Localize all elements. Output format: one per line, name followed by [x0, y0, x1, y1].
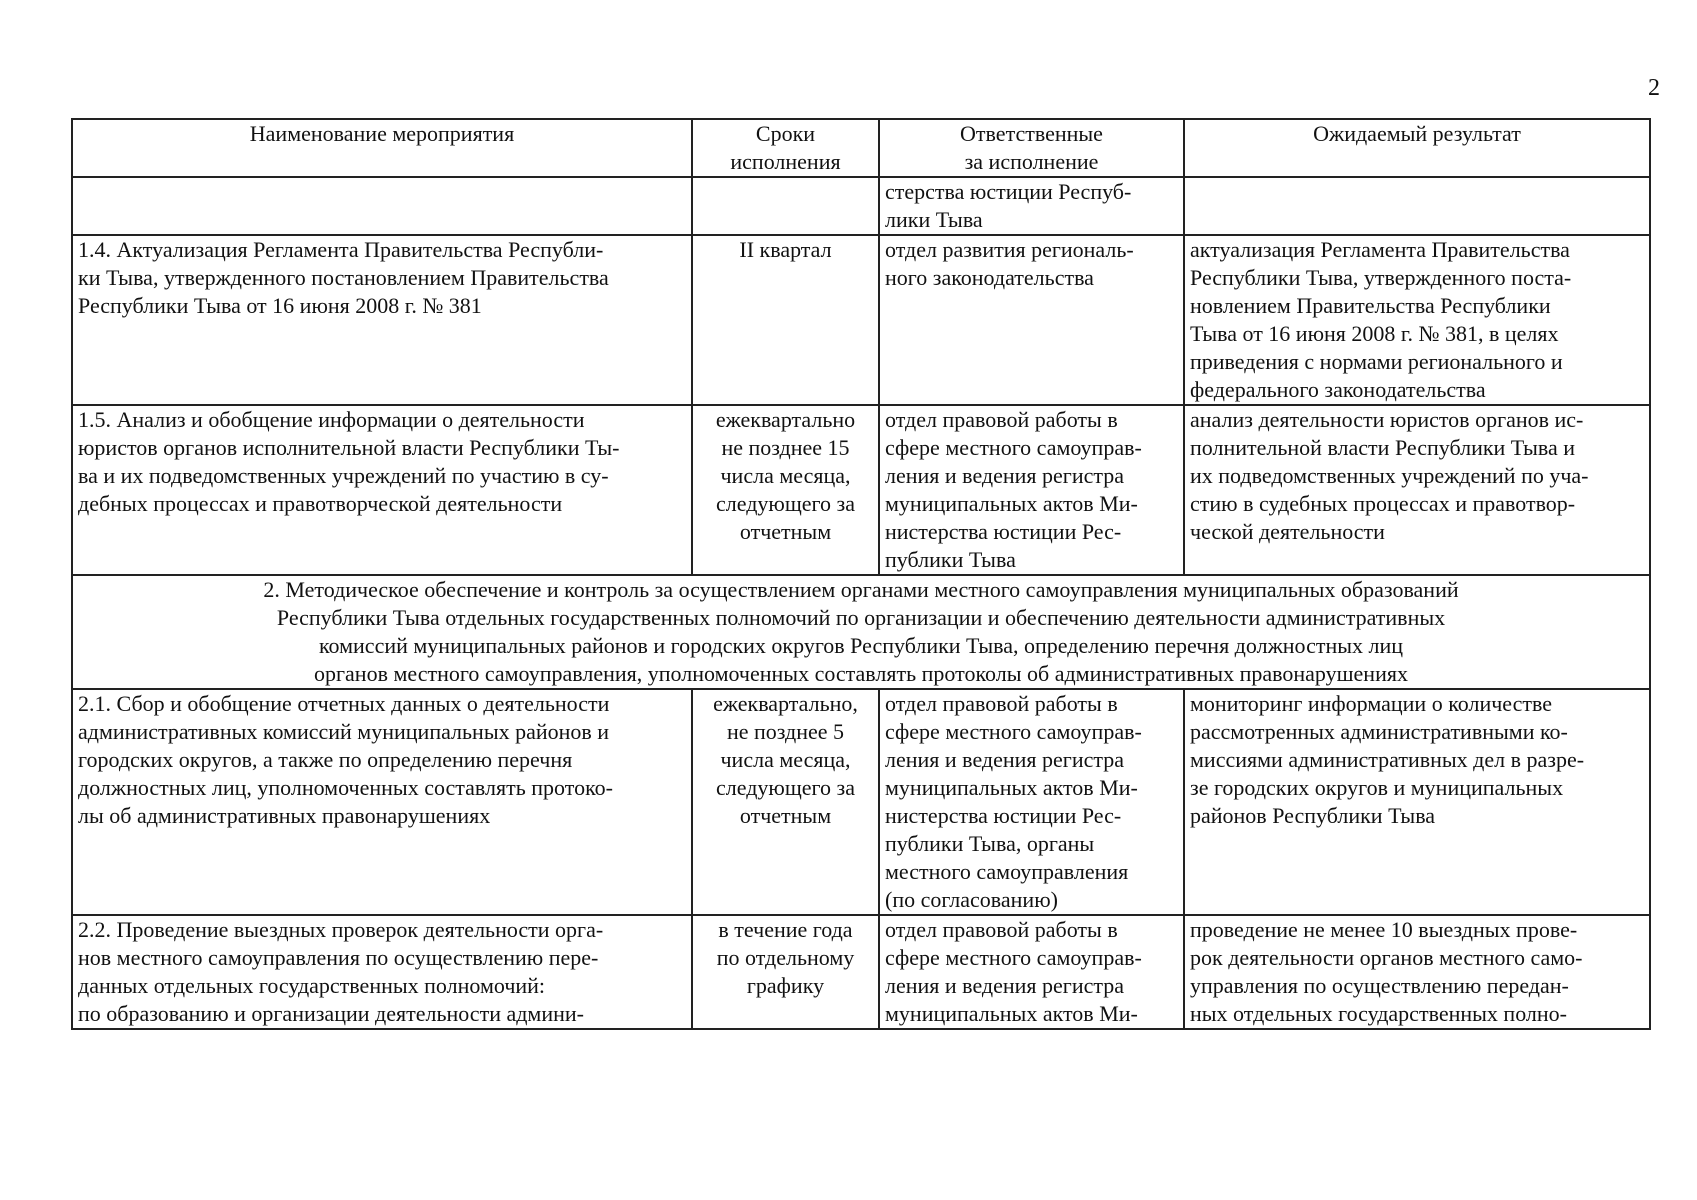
text-line: 2. Методическое обеспечение и контроль за осуществлением органами местного самоуправления муниципальных образований	[263, 577, 1459, 602]
cell-result	[1184, 177, 1650, 235]
text-line: федерального законодательства	[1190, 377, 1486, 402]
text-line: отдел правовой работы в	[885, 691, 1118, 716]
text-line: публики Тыва	[885, 547, 1016, 572]
text-line: органов местного самоуправления, уполномоченных составлять протоколы об административных правонарушениях	[314, 661, 1408, 686]
text-line: в течение года	[718, 917, 853, 942]
text-line: актуализация Регламента Правительства	[1190, 237, 1570, 262]
text-line: числа месяца,	[720, 747, 851, 772]
text-line: сфере местного самоуправ-	[885, 945, 1142, 970]
cell-result	[1184, 915, 1650, 1029]
cell-deadline	[692, 177, 879, 235]
table-row	[72, 177, 1650, 235]
text-line: ческой деятельности	[1190, 519, 1385, 544]
text-line: ных отдельных государственных полно-	[1190, 1001, 1567, 1026]
text-line: мониторинг информации о количестве	[1190, 691, 1553, 716]
text-line: отдел правовой работы в	[885, 407, 1118, 432]
text-line: за исполнение	[964, 149, 1099, 174]
text-line: дебных процессах и правотворческой деятельности	[78, 491, 563, 516]
text-line: (по согласованию)	[885, 887, 1058, 912]
text-line: графику	[746, 973, 825, 998]
table-header-row	[72, 119, 1650, 177]
text-line: районов Республики Тыва	[1190, 803, 1436, 828]
header-result: Ожидаемый результат	[1184, 119, 1650, 177]
text-line: Сроки	[755, 121, 816, 146]
text-line: ления и ведения регистра	[885, 973, 1125, 998]
text-line: должностных лиц, уполномоченных составлять протоко-	[78, 775, 613, 800]
cell-deadline	[692, 405, 879, 575]
text-line: нов местного самоуправления по осуществлению пере-	[78, 945, 599, 970]
text-line: ления и ведения регистра	[885, 747, 1125, 772]
text-line: приведения с нормами регионального и	[1190, 349, 1563, 374]
table-row	[72, 915, 1650, 1029]
cell-responsible	[879, 177, 1184, 235]
text-line: их подведомственных учреждений по уча-	[1190, 463, 1589, 488]
text-line: ежеквартально,	[713, 691, 858, 716]
text-line: полнительной власти Республики Тыва и	[1190, 435, 1576, 460]
text-line: Республики Тыва, утвержденного поста-	[1190, 265, 1572, 290]
cell-name	[72, 915, 692, 1029]
text-line: зе городских округов и муниципальных	[1190, 775, 1564, 800]
text-line: анализ деятельности юристов органов ис-	[1190, 407, 1584, 432]
text-line: следующего за	[716, 491, 855, 516]
text-line: не позднее 5	[726, 719, 845, 744]
cell-responsible	[879, 235, 1184, 405]
text-line: муниципальных актов Ми-	[885, 775, 1138, 800]
text-line: ления и ведения регистра	[885, 463, 1125, 488]
table-row	[72, 405, 1650, 575]
text-line: числа месяца,	[720, 463, 851, 488]
text-line: комиссий муниципальных районов и городских округов Республики Тыва, определению перечня должностных лиц	[318, 633, 1404, 658]
text-line: публики Тыва, органы	[885, 831, 1095, 856]
header-responsible	[879, 119, 1184, 177]
cell-deadline	[692, 915, 879, 1029]
text-line: рассмотренных административными ко-	[1190, 719, 1568, 744]
text-line: стию в судебных процессах и правотвор-	[1190, 491, 1576, 516]
text-line: 1.5. Анализ и обобщение информации о деятельности	[78, 407, 585, 432]
text-line: Республики Тыва отдельных государственных полномочий по организации и обеспечению деятельности административных	[276, 605, 1446, 630]
text-line: 2.1. Сбор и обобщение отчетных данных о деятельности	[78, 691, 610, 716]
text-line: отдел развития региональ-	[885, 237, 1134, 262]
text-line: рок деятельности органов местного само-	[1190, 945, 1583, 970]
cell-result	[1184, 235, 1650, 405]
text-line: стерства юстиции Респуб-	[885, 179, 1132, 204]
text-line: данных отдельных государственных полномочий:	[78, 973, 546, 998]
text-line: нистерства юстиции Рес-	[885, 519, 1122, 544]
cell-deadline	[692, 689, 879, 915]
plan-table	[71, 118, 1651, 1030]
text-line: отчетным	[739, 519, 832, 544]
text-line: исполнения	[730, 149, 841, 174]
text-line: следующего за	[716, 775, 855, 800]
section-heading-row	[72, 575, 1650, 689]
text-line: муниципальных актов Ми-	[885, 491, 1138, 516]
text-line: местного самоуправления	[885, 859, 1129, 884]
cell-name	[72, 235, 692, 405]
text-line: 1.4. Актуализация Регламента Правительства Республи-	[78, 237, 604, 262]
text-line: сфере местного самоуправ-	[885, 435, 1142, 460]
text-line: сфере местного самоуправ-	[885, 719, 1142, 744]
text-line: 2.2. Проведение выездных проверок деятельности орга-	[78, 917, 604, 942]
cell-result	[1184, 689, 1650, 915]
text-line: Ответственные	[960, 121, 1103, 146]
text-line: управления по осуществлению передан-	[1190, 973, 1569, 998]
table-row	[72, 235, 1650, 405]
cell-name	[72, 689, 692, 915]
text-line: лы об административных правонарушениях	[78, 803, 491, 828]
text-line: ки Тыва, утвержденного постановлением Правительства	[78, 265, 609, 290]
text-line: по образованию и организации деятельности админи-	[78, 1001, 584, 1026]
text-line: по отдельному	[716, 945, 855, 970]
text-line: городских округов, а также по определению перечня	[78, 747, 573, 772]
cell-responsible	[879, 689, 1184, 915]
text-line: отдел правовой работы в	[885, 917, 1118, 942]
text-line: ного законодательства	[885, 265, 1094, 290]
text-line: административных комиссий муниципальных районов и	[78, 719, 610, 744]
cell-responsible	[879, 405, 1184, 575]
text-line: не позднее 15	[721, 435, 850, 460]
cell-name	[72, 177, 692, 235]
text-line: новлением Правительства Республики	[1190, 293, 1551, 318]
text-line: проведение не менее 10 выездных прове-	[1190, 917, 1578, 942]
text-line: юристов органов исполнительной власти Республики Ты-	[78, 435, 620, 460]
text-line: муниципальных актов Ми-	[885, 1001, 1138, 1026]
header-deadline	[692, 119, 879, 177]
section-2-title	[72, 575, 1650, 689]
text-line: нистерства юстиции Рес-	[885, 803, 1122, 828]
text-line: миссиями административных дел в разре-	[1190, 747, 1585, 772]
cell-responsible	[879, 915, 1184, 1029]
text-line: Тыва от 16 июня 2008 г. № 381, в целях	[1190, 321, 1559, 346]
text-line: ежеквартально	[715, 407, 856, 432]
text-line: отчетным	[739, 803, 832, 828]
cell-deadline	[692, 235, 879, 405]
header-name: Наименование мероприятия	[72, 119, 692, 177]
page-number: 2	[1648, 75, 1660, 101]
text-line: лики Тыва	[885, 207, 983, 232]
table-row	[72, 689, 1650, 915]
text-line: ва и их подведомственных учреждений по участию в су-	[78, 463, 609, 488]
cell-name	[72, 405, 692, 575]
text-line: Республики Тыва от 16 июня 2008 г. № 381	[78, 293, 482, 318]
text-line: II квартал	[739, 237, 832, 262]
cell-result	[1184, 405, 1650, 575]
